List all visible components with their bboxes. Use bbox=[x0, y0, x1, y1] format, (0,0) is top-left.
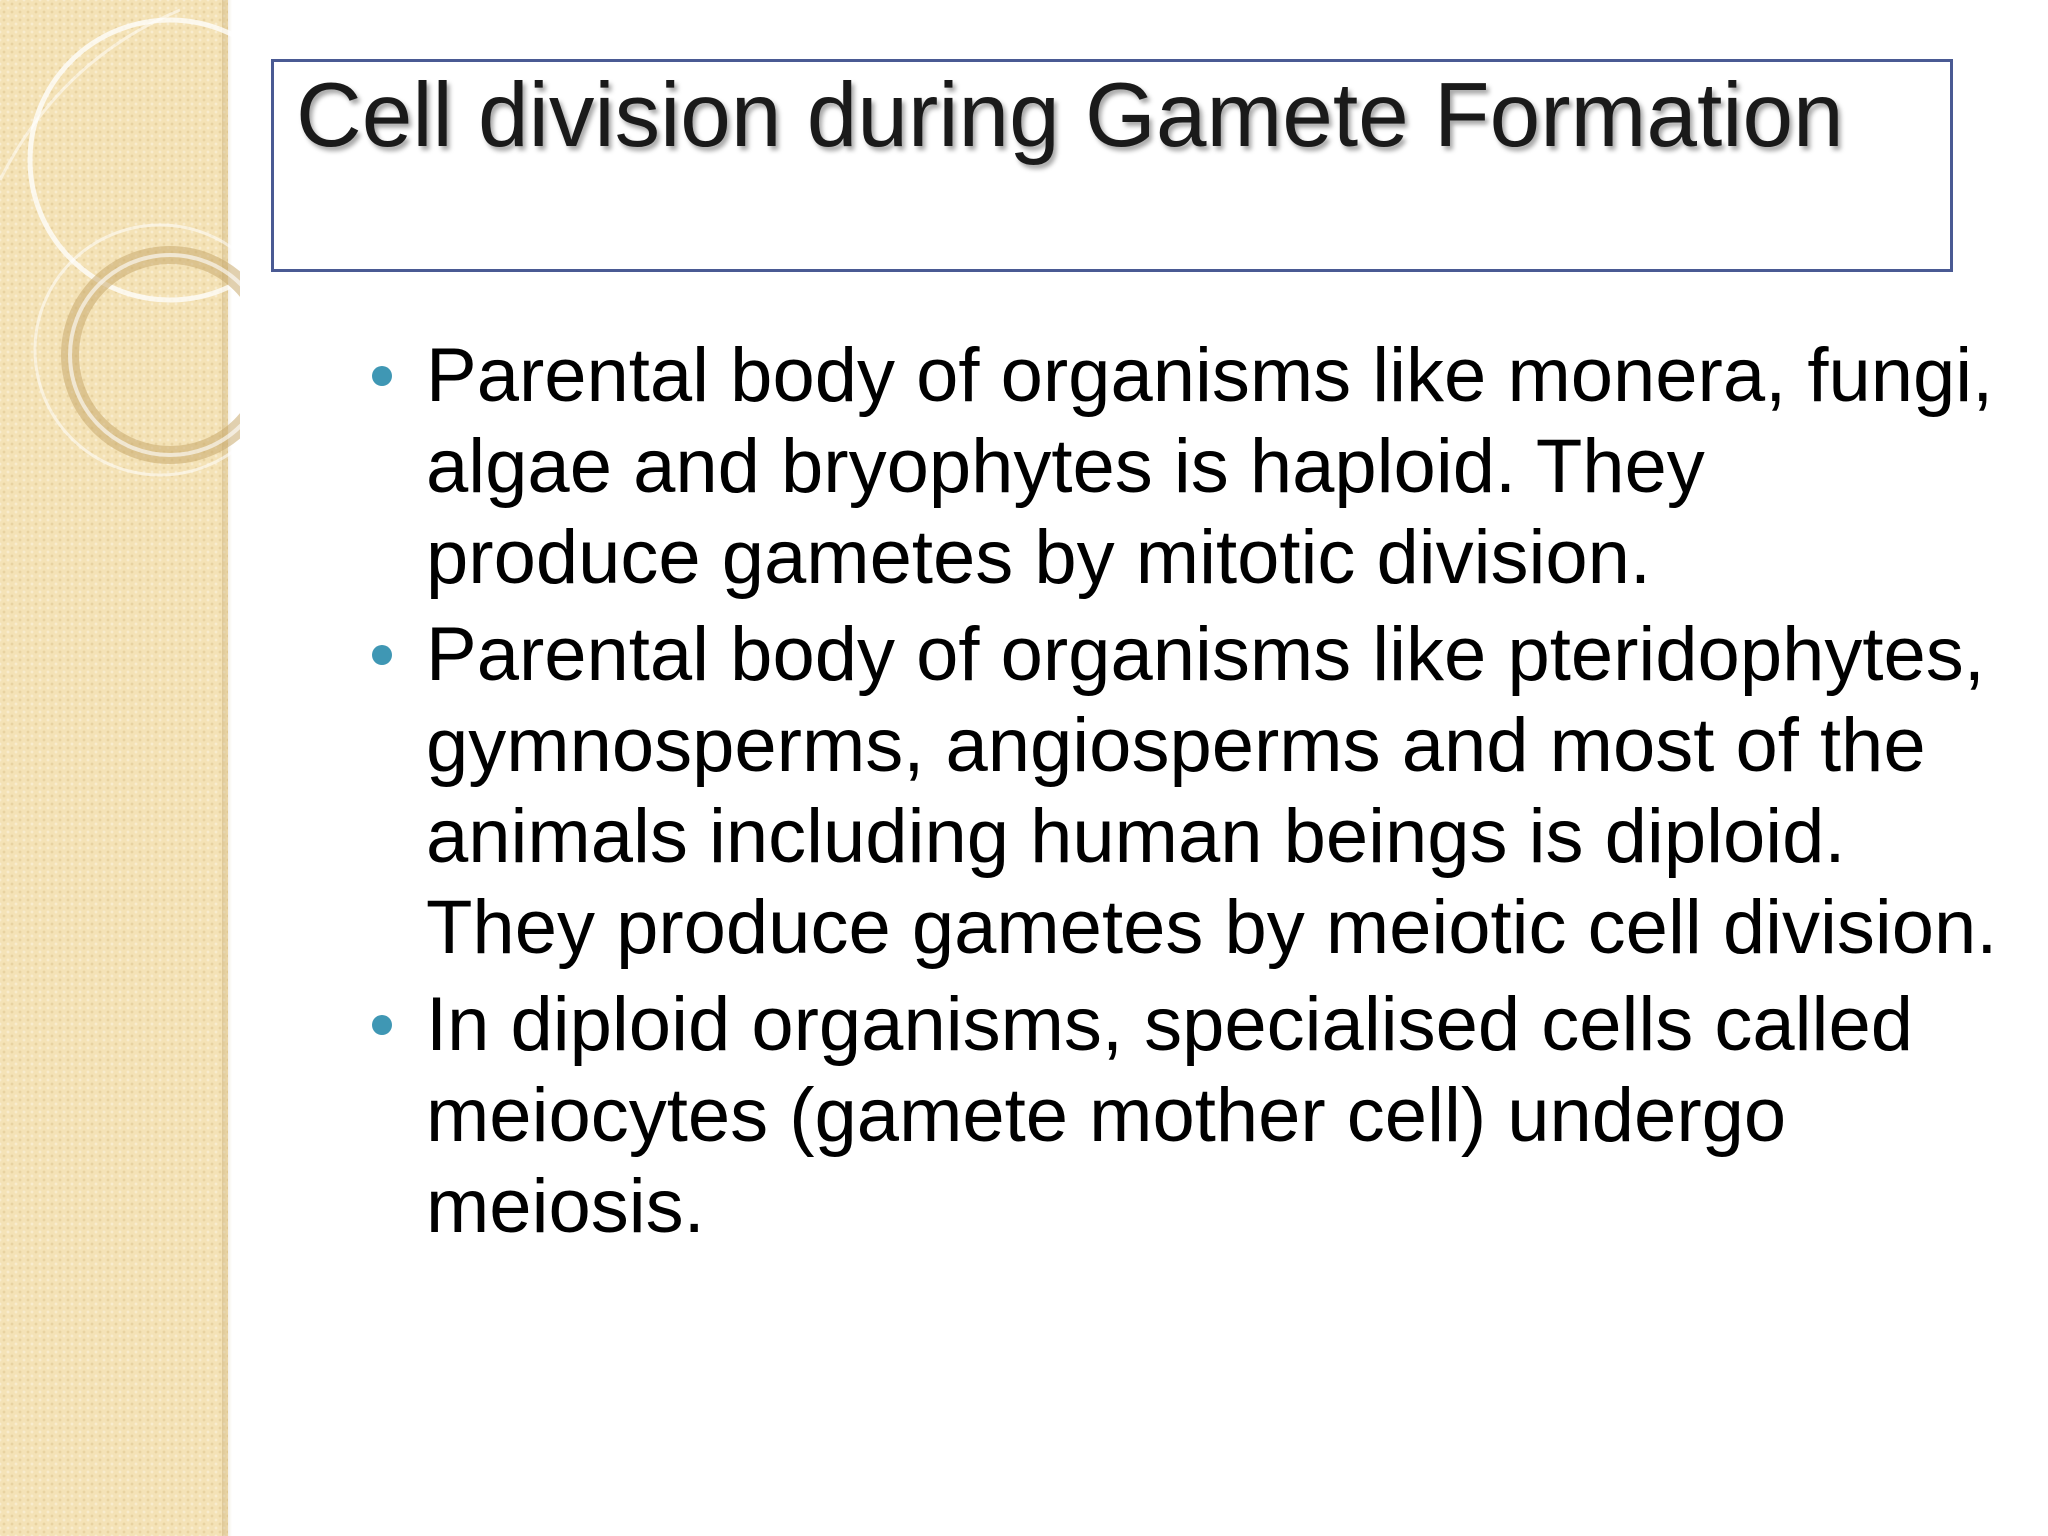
bullet-dot-icon bbox=[372, 1015, 392, 1035]
arc-line bbox=[0, 10, 180, 180]
decorative-rings bbox=[0, 0, 240, 520]
slide-title: Cell division during Gamete Formation bbox=[296, 65, 1844, 166]
bullet-dot-icon bbox=[372, 645, 392, 665]
thick-ring bbox=[70, 255, 240, 455]
title-box bbox=[271, 59, 1953, 272]
bullet-text: Parental body of organisms like pteridophytes, gymnosperms, angiosperms and most of the animals including human beings is diploid. They produce gametes by meiotic cell division. bbox=[426, 612, 1998, 970]
bullet-list bbox=[360, 330, 2000, 1258]
bullet-item bbox=[360, 979, 2000, 1252]
bullet-text: Parental body of organisms like monera, fungi, algae and bryophytes is haploid. They produce gametes by mitotic division. bbox=[426, 333, 1994, 600]
bullet-dot-icon bbox=[372, 366, 392, 386]
bullet-text: In diploid organisms, specialised cells called meiocytes (gamete mother cell) undergo meiosis. bbox=[426, 982, 1913, 1249]
bullet-item bbox=[360, 330, 2000, 603]
bullet-item bbox=[360, 609, 2000, 973]
